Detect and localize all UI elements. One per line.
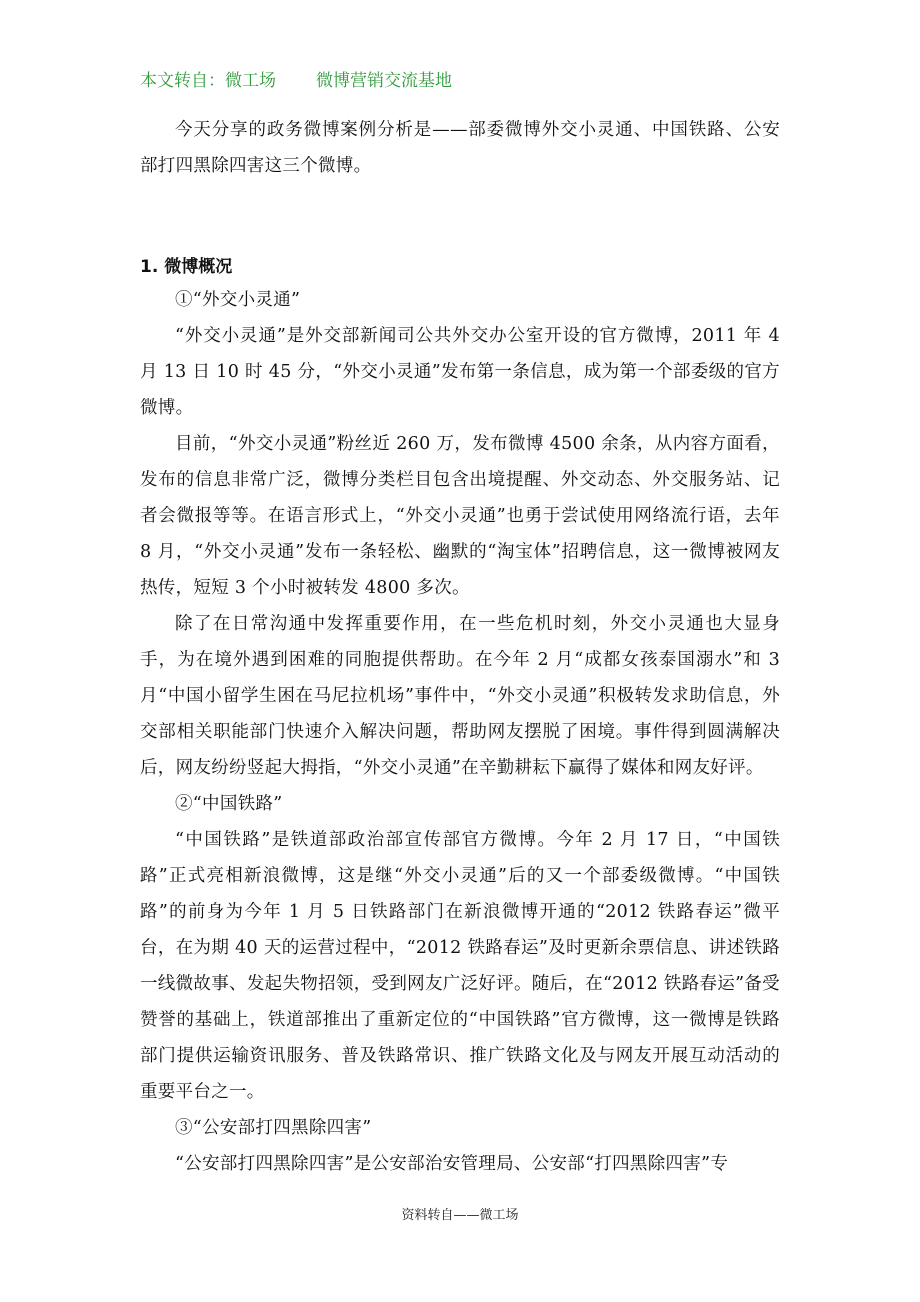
intro-paragraph: 今天分享的政务微博案例分析是——部委微博外交小灵通、中国铁路、公安部打四黑除四害这三个微博。 <box>140 120 780 176</box>
paragraph-waijiao-content: 目前，“外交小灵通”粉丝近 260 万，发布微博 4500 余条，从内容方面看，发布的信息非常广泛，微博分类栏目包含出境提醒、外交动态、外交服务站、记者会微报等等。在语言形式上，“外交小灵通”也勇于尝试使用网络流行语，去年 8 月，“外交小灵通”发布一条轻松、幽默的“淘宝体”招聘信息，这一微博被网友热传，短短 3 个小时被转发 4800 多次。 <box>140 434 780 598</box>
paragraph-waijiao-crisis: 除了在日常沟通中发挥重要作用，在一些危机时刻，外交小灵通也大显身手，为在境外遇到困难的同胞提供帮助。在今年 2 月“成都女孩泰国溺水”和 3 月“中国小留学生困在马尼拉机场”事件中，“外交小灵通”积极转发求助信息，外交部相关职能部门快速介入解决问题，帮助网友摆脱了困境。事件得到圆满解决后，网友纷纷竖起大拇指，“外交小灵通”在辛勤耕耘下赢得了媒体和网友好评。 <box>140 614 780 778</box>
subheading-waijiao: ①“外交小灵通” <box>175 290 301 310</box>
page-footer: 资料转自——微工场 <box>401 1208 519 1223</box>
source-header <box>140 66 452 91</box>
source-label: 本文转自：微工场 <box>140 71 276 91</box>
base-label: 微博营销交流基地 <box>316 71 452 91</box>
subheading-tielu: ②“中国铁路” <box>175 794 283 814</box>
main-content <box>140 282 780 1182</box>
paragraph-gongan: “公安部打四黑除四害”是公安部治安管理局、公安部“打四黑除四害”专 <box>175 1154 729 1174</box>
section-heading: 1. 微博概况 <box>140 257 233 277</box>
subheading-gongan: ③“公安部打四黑除四害” <box>175 1118 372 1138</box>
paragraph-waijiao-intro: “外交小灵通”是外交部新闻司公共外交办公室开设的官方微博，2011 年 4 月 13 日 10 时 45 分，“外交小灵通”发布第一条信息，成为第一个部委级的官方微博。 <box>140 326 780 418</box>
paragraph-tielu: “中国铁路”是铁道部政治部宣传部官方微博。今年 2 月 17 日，“中国铁路”正式亮相新浪微博，这是继“外交小灵通”后的又一个部委级微博。“中国铁路”的前身为今年 1 月 5 日铁路部门在新浪微博开通的“2012 铁路春运”微平台，在为期 40 天的运营过程中，“2012 铁路春运”及时更新余票信息、讲述铁路一线微故事、发起失物招领，受到网友广泛好评。随后，在“2012 铁路春运”备受赞誉的基础上，铁道部推出了重新定位的“中国铁路”官方微博，这一微博是铁路部门提供运输资讯服务、普及铁路常识、推广铁路文化及与网友开展互动活动的重要平台之一。 <box>140 830 780 1102</box>
